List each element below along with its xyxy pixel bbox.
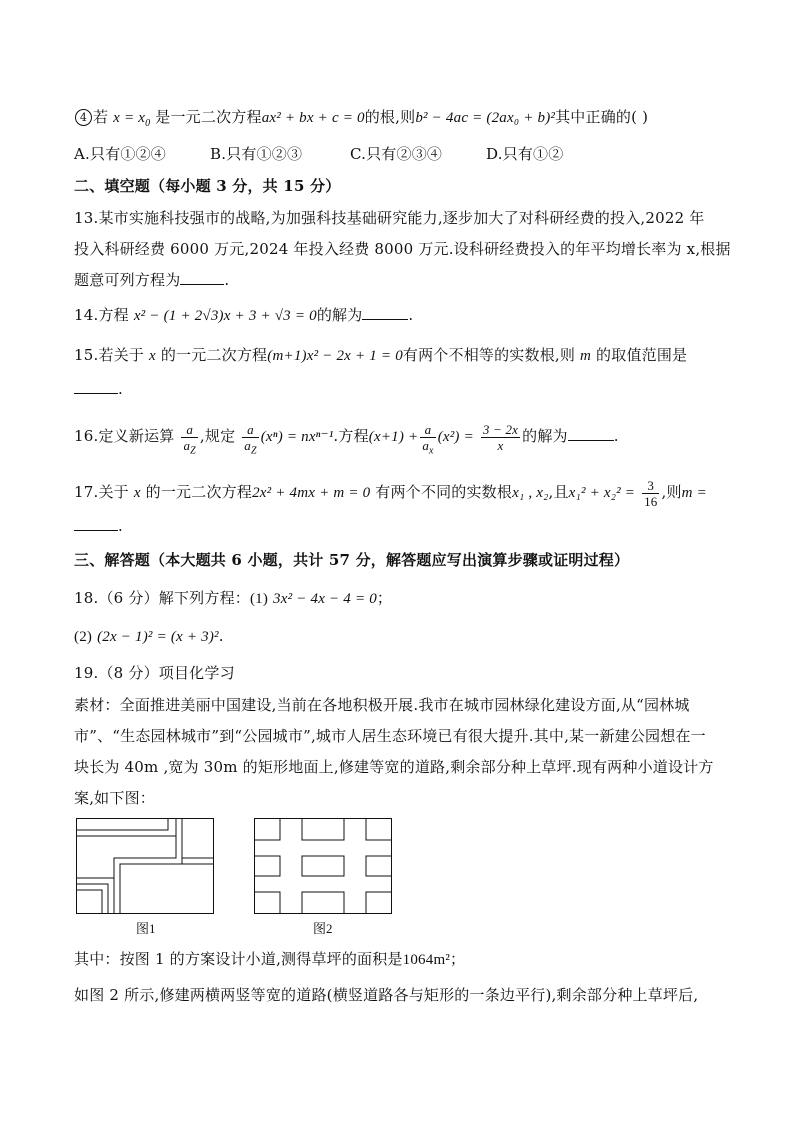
q14: 14.方程 x² − (1 + 2√3)x + 3 + √3 = 0的解为 . — [74, 306, 414, 324]
figure-1-caption: 图1 — [136, 921, 156, 936]
q13-line2: 投入科研经费 6000 万元,2024 年投入经费 8000 万元.设科研经费投入的年平均增长率为 x,根据 — [74, 240, 731, 258]
q13-line3: 题意可列方程为 . — [74, 271, 230, 289]
answer-blank[interactable] — [568, 426, 614, 441]
fraction-rhs: $\frac{3 - 2x}{x}$ — [482, 421, 519, 453]
option-a: A.只有①②④ — [74, 145, 167, 163]
q13-line1: 13.某市实施科技强市的战略,为加强科技基础研究能力,逐步加大了对科研经费的投入,2022 年 — [74, 209, 705, 227]
answer-blank[interactable] — [362, 305, 408, 320]
q12-statement-4: 4 若 $x = x_0$ 是一元二次方程ax² + bx + c = 0的根,则b² − 4ac = (2ax₀ + b)²其中正确的( ) — [74, 106, 724, 129]
q19-line1: 素材：全面推进美丽中国建设,当前在各地积极开展.我市在城市园林绿化建设方面,从“园林城 — [74, 696, 690, 714]
q19-line3: 块长为 40m ,宽为 30m 的矩形地面上,修建等宽的道路,剩余部分种上草坪.现有两种小道设计方 — [74, 758, 714, 776]
answer-blank[interactable] — [74, 516, 118, 531]
q17-line2: . — [74, 515, 724, 537]
option-d: D.只有①② — [486, 145, 564, 163]
q16: 16.定义新运算 $\frac{a}{a_Z}$ ,规定 $\frac{a}{a_Z}$ (xⁿ) = nxⁿ⁻¹.方程(x+1) + $\frac{a}{a_x}$ (x²) = $\frac{3 - 2x}{x}$ 的解为 . — [74, 421, 619, 457]
option-b: B.只有①②③ — [210, 145, 303, 163]
fraction-3-16: $\frac{3}{16}$ — [644, 477, 658, 509]
section3-heading: 三、解答题（本大题共 6 小题，共计 57 分，解答题应写出演算步骤或证明过程） — [74, 551, 630, 569]
q19-line2: 市”、“生态园林城市”到“公园城市”,城市人居生态环境已有很大提升.其中,某一新建公园想在一 — [74, 727, 706, 745]
q18-line1: 18.（6 分）解下列方程：(1) 3x² − 4x − 4 = 0； — [74, 589, 393, 607]
q15-line2: . — [74, 378, 724, 400]
section2-heading: 二、填空题（每小题 3 分，共 15 分） — [74, 177, 341, 195]
answer-blank[interactable] — [74, 379, 118, 394]
q17-line1: 17.关于 x 的一元二次方程2x² + 4mx + m = 0 有两个不同的实数根x₁ , x₂,且x₁² + x₂² = $\frac{3}{16}$ ,则m = — [74, 477, 707, 509]
q18-line2: (2) (2x − 1)² = (x + 3)². — [74, 627, 224, 645]
answer-blank[interactable] — [180, 270, 224, 285]
q19-line6: 如图 2 所示,修建两横两竖等宽的道路(横竖道路各与矩形的一条边平行),剩余部分种上草坪后, — [74, 986, 699, 1004]
option-c: C.只有②③④ — [350, 145, 443, 163]
fraction-a-over-az-2: $\frac{a}{a_Z}$ — [244, 421, 257, 457]
fraction-a-over-az: $\frac{a}{a_Z}$ — [183, 421, 196, 457]
q15-line1: 15.若关于 x 的一元二次方程(m+1)x² − 2x + 1 = 0有两个不相等的实数根,则 m 的取值范围是 — [74, 346, 688, 364]
figure-2-path-design — [254, 818, 392, 914]
fraction-a-over-ax: $\frac{a}{a_x}$ — [422, 421, 434, 457]
figure-1-path-design — [76, 818, 214, 914]
q19-line4: 案,如下图： — [74, 789, 155, 807]
q19-title: 19.（8 分）项目化学习 — [74, 664, 235, 682]
figure-2-caption: 图2 — [313, 921, 333, 936]
circled-number: 4 — [75, 109, 92, 126]
q19-line5: 其中：按图 1 的方案设计小道,测得草坪的面积是1064m²； — [74, 950, 466, 968]
